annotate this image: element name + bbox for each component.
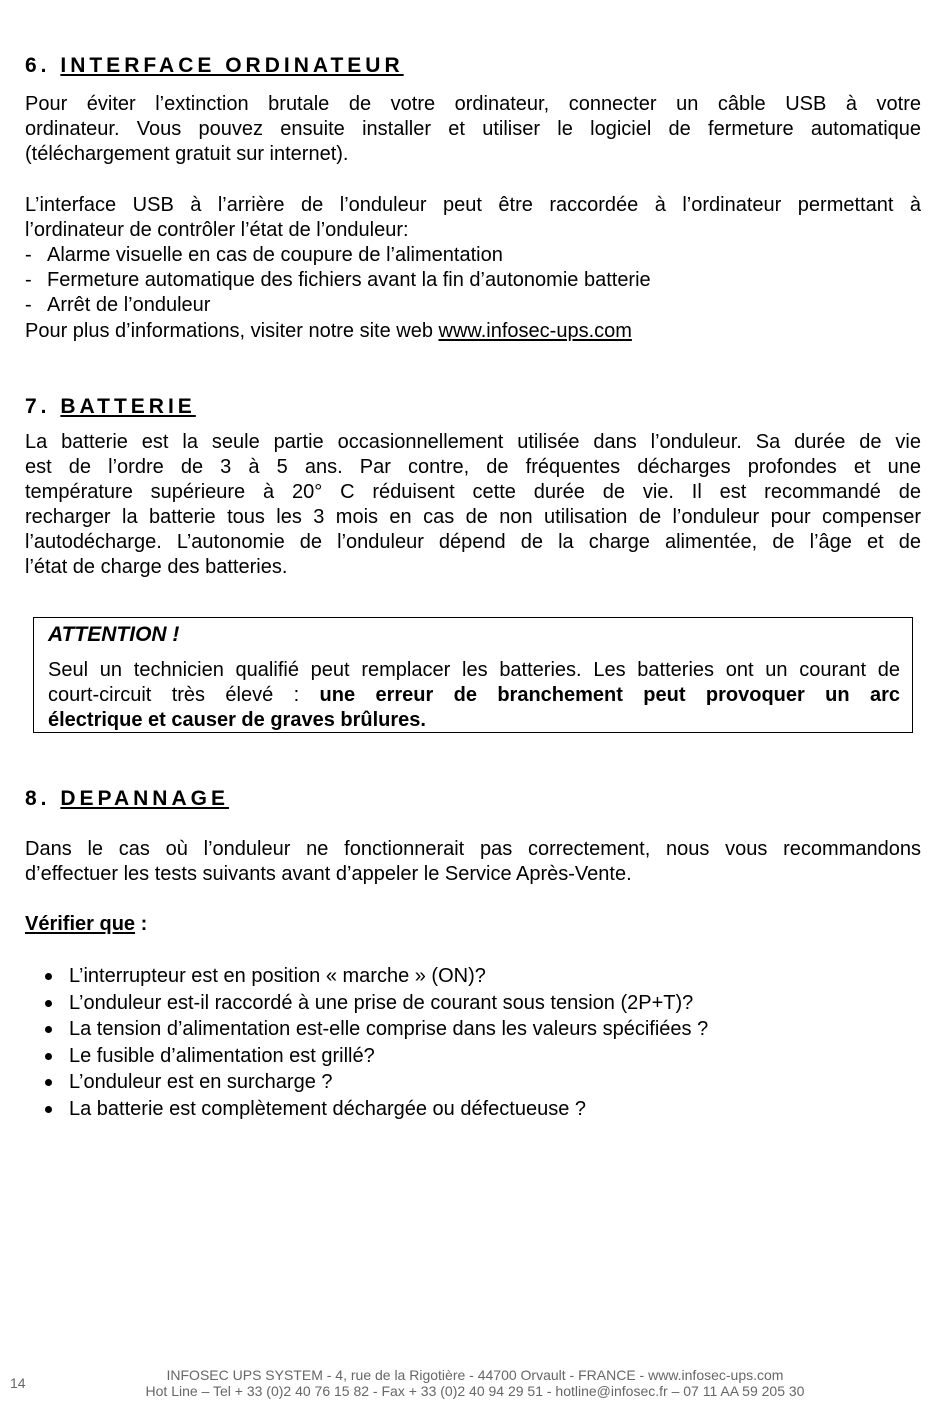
check-label-text: Vérifier que [25,913,136,935]
list-item [45,1043,708,1070]
section-8-paragraph [25,837,921,887]
page-footer [0,1367,950,1407]
section-8-title: DEPANNAGE [60,787,229,810]
bullet-icon [45,1000,52,1007]
text-line [48,683,900,708]
warning-normal-text: court-circuit très élevé : [48,684,320,706]
list-item [45,963,708,990]
list-item-text: L’onduleur est en surcharge ? [69,1071,333,1094]
list-item-text: Alarme visuelle en cas de coupure de l’alimentation [47,244,503,266]
section-7-number: 7. [25,395,51,418]
section-6-paragraph-1 [25,92,921,167]
page-number: 14 [10,1375,26,1391]
section-8-heading [25,787,229,811]
section-8-number: 8. [25,787,51,810]
check-label [25,912,147,937]
warning-text [48,658,900,733]
text-line: l’autodécharge. L’autonomie de l’onduleur dépend de la charge alimentée, de l’âge et de [25,531,921,553]
section-6-paragraph-2 [25,193,921,243]
section-7-paragraph [25,430,921,580]
text-line [48,708,900,733]
text-line: Dans le cas où l’onduleur ne fonctionnerait pas correctement, nous vous recommandons [25,838,921,860]
more-info-text: Pour plus d’informations, visiter notre site web [25,320,439,342]
bullet-icon [45,973,52,980]
bullet-icon [45,1106,52,1113]
footer-line-1: INFOSEC UPS SYSTEM - 4, rue de la Rigotière - 44700 Orvault - FRANCE - www.infosec-ups.com [166,1367,784,1383]
list-item [45,1016,708,1043]
bullet-icon [45,1026,52,1033]
section-6-number: 6. [25,54,51,77]
section-7-heading [25,395,196,419]
text-line: La batterie est la seule partie occasionnellement utilisée dans l’onduleur. Sa durée de vie [25,431,921,453]
warning-box [33,617,913,733]
list-item: - Alarme visuelle en cas de coupure de l’alimentation [25,244,503,266]
warning-bold-text: une erreur de branchement peut provoquer un arc [319,684,900,706]
text-line: L’interface USB à l’arrière de l’onduleur peut être raccordée à l’ordinateur permettant à [25,194,921,216]
text-line: Seul un technicien qualifié peut remplacer les batteries. Les batteries ont un courant de [48,659,900,681]
list-item-text: L’onduleur est-il raccordé à une prise de courant sous tension (2P+T)? [69,991,694,1014]
text-line: est de l’ordre de 3 à 5 ans. Par contre, de fréquentes décharges profondes et une [25,456,921,478]
section-6-heading [25,54,404,78]
list-item-text: Fermeture automatique des fichiers avant la fin d’autonomie batterie [47,269,651,291]
text-line: l’ordinateur de contrôler l’état de l’onduleur: [25,219,409,241]
section-6-title: INTERFACE ORDINATEUR [60,54,404,77]
list-item-text: L’interrupteur est en position « marche » (ON)? [69,965,486,987]
footer-contact [120,1367,830,1399]
list-item-text: La tension d’alimentation est-elle comprise dans les valeurs spécifiées ? [69,1018,709,1041]
list-item-text: Arrêt de l’onduleur [47,294,211,316]
text-line: recharger la batterie tous les 3 mois en cas de non utilisation de l’onduleur pour compenser [25,506,921,528]
list-item-text: Le fusible d’alimentation est grillé? [69,1044,375,1067]
troubleshooting-checklist [45,963,708,1123]
text-line: d’effectuer les tests suivants avant d’appeler le Service Après-Vente. [25,863,632,885]
text-line: température supérieure à 20° C réduisent cette durée de vie. Il est recommandé de [25,481,921,503]
check-label-colon: : [135,913,148,935]
bullet-icon [45,1079,52,1086]
section-7-title: BATTERIE [60,395,196,418]
text-line: Pour éviter l’extinction brutale de votre ordinateur, connecter un câble USB à votre [25,93,921,115]
bullet-icon [45,1053,52,1060]
usb-features-list [25,243,651,318]
list-item-text: La batterie est complètement déchargée ou défectueuse ? [69,1097,587,1120]
footer-line-2: Hot Line – Tel + 33 (0)2 40 76 15 82 - Fax + 33 (0)2 40 94 29 51 - hotline@infosec.fr – 07 11 AA 59 205 30 [145,1383,805,1399]
website-link[interactable]: www.infosec-ups.com [438,320,632,342]
list-item: - Arrêt de l’onduleur [25,294,211,316]
text-line: ordinateur. Vous pouvez ensuite installer et utiliser le logiciel de fermeture automatique [25,118,921,140]
list-item [45,1069,708,1096]
list-item [45,990,708,1017]
more-info-line [25,319,921,344]
list-item [45,1096,708,1123]
text-line: (téléchargement gratuit sur internet). [25,143,349,165]
list-item: - Fermeture automatique des fichiers avant la fin d’autonomie batterie [25,269,651,291]
text-line: l’état de charge des batteries. [25,556,288,578]
warning-bold-text: électrique et causer de graves brûlures. [48,709,426,731]
warning-title: ATTENTION ! [48,623,180,646]
